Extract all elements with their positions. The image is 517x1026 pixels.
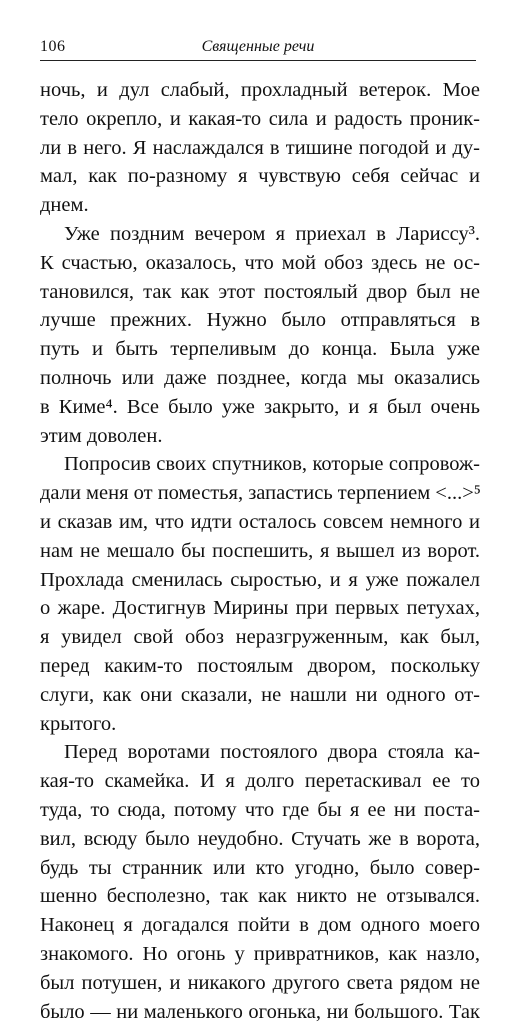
text-line: и сказав им, что идти осталось совсем немного и xyxy=(40,508,480,537)
text-line: Наконец я догадался пойти в дом одного моего xyxy=(40,911,480,940)
text-line: тело окрепло, и какая-то сила и радость проник- xyxy=(40,105,480,134)
text-line: знакомого. Но огонь у привратников, как назло, xyxy=(40,940,480,969)
paragraph xyxy=(40,450,480,738)
text-line: днем. xyxy=(40,191,480,220)
text-line: в Киме⁴. Все было уже закрыто, и я был очень xyxy=(40,393,480,422)
text-line: слуги, как они сказали, не нашли ни одного от- xyxy=(40,681,480,710)
text-line: полночь или даже позднее, когда мы оказались xyxy=(40,364,480,393)
text-line: туда, то сюда, потому что где бы я ее ни поста- xyxy=(40,796,480,825)
text-line: Прохлада сменилась сыростью, и я уже пожалел xyxy=(40,566,480,595)
text-line: путь и быть терпеливым до конца. Была уже xyxy=(40,335,480,364)
text-line: я увидел свой обоз неразгруженным, как был, xyxy=(40,623,480,652)
text-line: К счастью, оказалось, что мой обоз здесь не ос- xyxy=(40,249,480,278)
body-text xyxy=(40,76,480,1026)
paragraph xyxy=(40,738,480,1026)
text-line: лучше прежних. Нужно было отправляться в xyxy=(40,306,480,335)
text-line: Перед воротами постоялого двора стояла ка- xyxy=(40,738,480,767)
paragraph xyxy=(40,76,480,220)
text-line: мал, как по-разному я чувствую себя сейчас и xyxy=(40,162,480,191)
paragraph xyxy=(40,220,480,450)
text-line: тановился, так как этот постоялый двор был не xyxy=(40,278,480,307)
text-line: Попросив своих спутников, которые сопровож- xyxy=(40,450,480,479)
page-number: 106 xyxy=(40,38,66,56)
running-title: Священные речи xyxy=(40,38,476,56)
text-line: перед каким-то постоялым двором, поскольку xyxy=(40,652,480,681)
text-line: вил, всюду было неудобно. Стучать же в ворота, xyxy=(40,825,480,854)
text-line: Уже поздним вечером я приехал в Лариссу³. xyxy=(40,220,480,249)
text-line: этим доволен. xyxy=(40,422,480,451)
text-line: нам не мешало бы поспешить, я вышел из ворот. xyxy=(40,537,480,566)
text-line: о жаре. Достигнув Мирины при первых петухах, xyxy=(40,594,480,623)
text-line: кая-то скамейка. И я долго перетаскивал ее то xyxy=(40,767,480,796)
text-line: шенно бесполезно, так как никто не отзывался. xyxy=(40,882,480,911)
text-line: дали меня от поместья, запастись терпением <...>⁵ xyxy=(40,479,480,508)
text-line: ли в него. Я наслаждался в тишине погодой и ду- xyxy=(40,134,480,163)
text-line: ночь, и дул слабый, прохладный ветерок. Мое xyxy=(40,76,480,105)
text-line: крытого. xyxy=(40,710,480,739)
running-header xyxy=(40,34,476,61)
text-line: был потушен, и никакого другого света рядом не xyxy=(40,969,480,998)
text-line: было — ни маленького огонька, ни большого. Так xyxy=(40,998,480,1026)
text-line: будь ты странник или кто угодно, было совер- xyxy=(40,854,480,883)
